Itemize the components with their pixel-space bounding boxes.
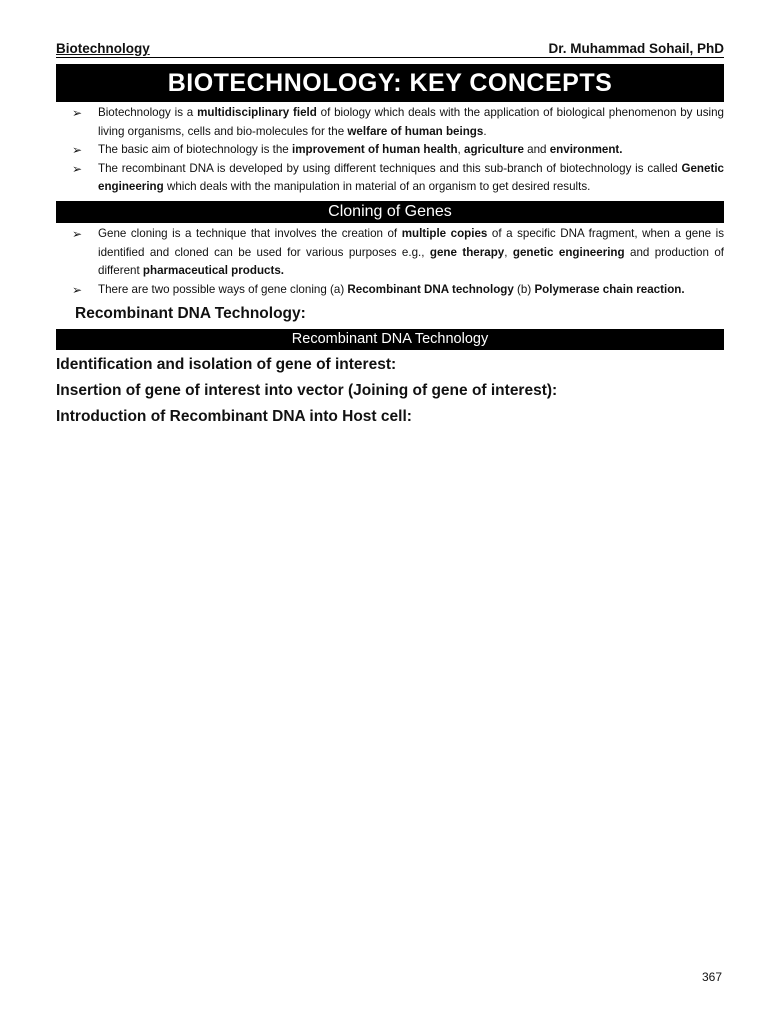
identification-heading: Identification and isolation of gene of interest: [56,356,397,374]
list-item: ➢ Biotechnology is a multidisciplinary field of biology which deals with the application of biological phenomenon by using living organisms, cells and bio-molecules for the welfare of human beings. [72,106,724,138]
arrow-bullet-icon: ➢ [72,143,83,158]
introduction-heading: Introduction of Recombinant DNA into Host cell: [56,408,412,426]
document-page [56,38,724,430]
list-item: ➢ There are two possible ways of gene cloning (a) Recombinant DNA technology (b) Polymerase chain reaction. [56,281,724,300]
list-item: ➢ The basic aim of biotechnology is the improvement of human health, agriculture and environment. [56,141,724,160]
list-item: ➢ Gene cloning is a technique that involves the creation of multiple copies of a specific DNA fragment, when a gene is identified and cloned can be used for various purposes e.g., gene therapy, genetic engineering and production of different pharmaceutical products. [72,226,725,278]
arrow-bullet-icon: ➢ [72,282,83,297]
section-recombinant-dna-technology: Recombinant DNA Technology [56,329,724,350]
page-number: 367 [701,970,722,984]
section-cloning-of-genes: Cloning of Genes [56,201,724,223]
arrow-bullet-icon: ➢ [72,161,83,176]
header-author: Dr. Muhammad Sohail, PhD [548,41,724,56]
intro-list [56,104,724,197]
insertion-heading: Insertion of gene of interest into vector (Joining of gene of interest): [56,382,558,400]
cloning-list [56,225,724,299]
arrow-bullet-icon: ➢ [72,106,83,120]
list-item: ➢ The recombinant DNA is developed by using different techniques and this sub-branch of biotechnology is called Genetic engineering which deals with the manipulation in material of an organism to get desired results. [72,161,724,194]
page-title: BIOTECHNOLOGY: KEY CONCEPTS [56,64,724,102]
header-subject: Biotechnology [56,41,150,56]
recombinant-dna-subheading: Recombinant DNA Technology: [75,305,306,323]
running-header [56,38,724,58]
arrow-bullet-icon: ➢ [72,226,83,241]
